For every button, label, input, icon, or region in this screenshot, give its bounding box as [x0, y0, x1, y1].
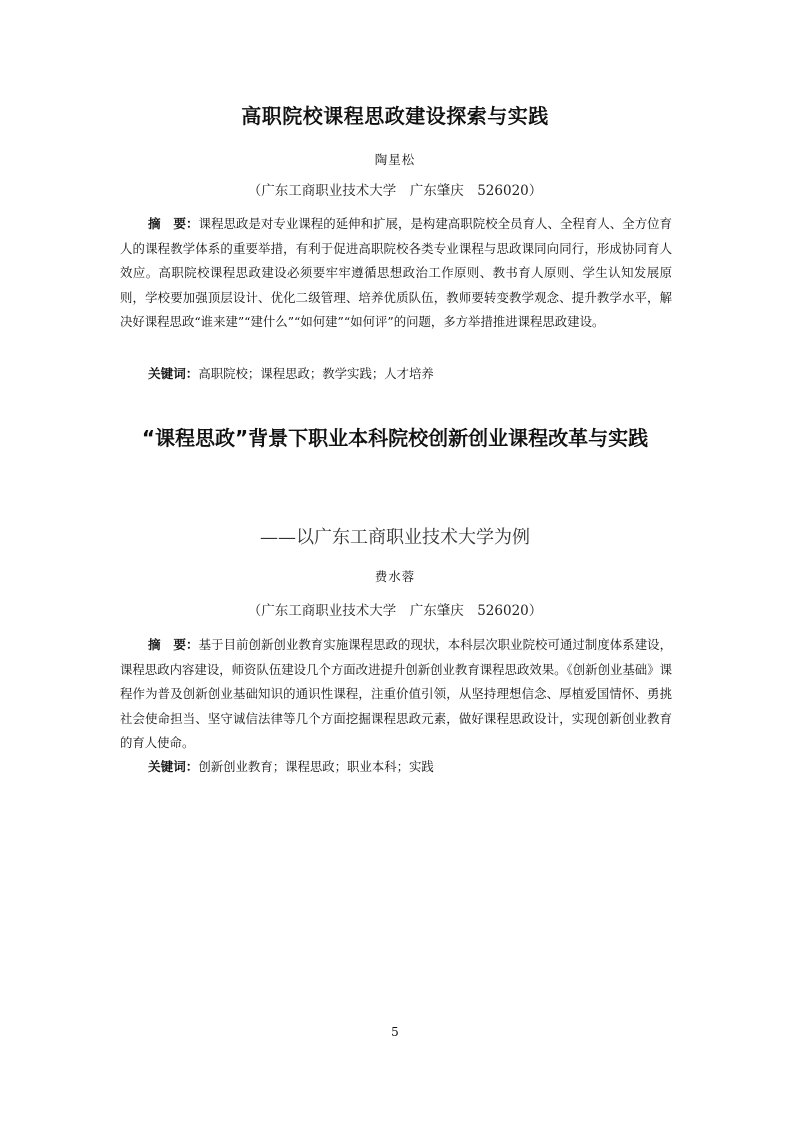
- article1-title: 高职院校课程思政建设探索与实践: [241, 104, 549, 128]
- article2-author: 费水蓉: [374, 569, 416, 584]
- article2-keywords-text: 创新创业教育；课程思政；职业本科；实践: [198, 759, 434, 774]
- article2-keywords: [148, 757, 668, 777]
- article2-affiliation: （广东工商职业技术大学 广东肇庆 526020）: [247, 603, 543, 619]
- article1-author: 陶星松: [374, 152, 416, 167]
- article2-abstract: [120, 633, 672, 756]
- article1-keywords-label: 关键词：: [148, 366, 199, 381]
- article2-abstract-text: 基于目前创新创业教育实施课程思政的现状，本科层次职业院校可通过制度体系建设，课程思政内容建设，师资队伍建设几个方面改进提升创新创业教育课程思政效果。《创新创业基础》课程作为普及创新创业基础知识的通识性课程，注重价值引领，从坚持理想信念、厚植爱国情怀、勇挑社会使命担当、坚守诚信法律等几个方面挖掘课程思政元素，做好课程思政设计，实现创新创业教育的育人使命。: [120, 637, 673, 751]
- article2-abstract-label: 摘 要：: [148, 637, 199, 652]
- article2-title: “课程思政”背景下职业本科院校创新创业课程改革与实践: [141, 426, 649, 450]
- article1-abstract-label: 摘 要：: [148, 216, 199, 231]
- article1-keywords-text: 高职院校；课程思政；教学实践；人才培养: [198, 366, 434, 381]
- article2-keywords-label: 关键词：: [148, 759, 199, 774]
- article1-affiliation: （广东工商职业技术大学 广东肇庆 526020）: [247, 183, 543, 199]
- article1-keywords: [148, 364, 668, 384]
- article1-abstract: [120, 212, 672, 335]
- article1-abstract-text: 课程思政是对专业课程的延伸和扩展，是构建高职院校全员育人、全程育人、全方位育人的课程教学体系的重要举措，有利于促进高职院校各类专业课程与思政课同向同行，形成协同育人效应。高职院校课程思政建设必须要牢牢遵循思想政治工作原则、教书育人原则、学生认知发展原则，学校要加强顶层设计、优化二级管理、培养优质队伍，教师要转变教学观念、提升教学水平，解决好课程思政“谁来建”“建什么”“如何建”“如何评”的问题，多方举措推进课程思政建设。: [120, 216, 673, 330]
- article2-subtitle: ——以广东工商职业技术大学为例: [260, 527, 530, 548]
- page-number: 5: [391, 1025, 399, 1039]
